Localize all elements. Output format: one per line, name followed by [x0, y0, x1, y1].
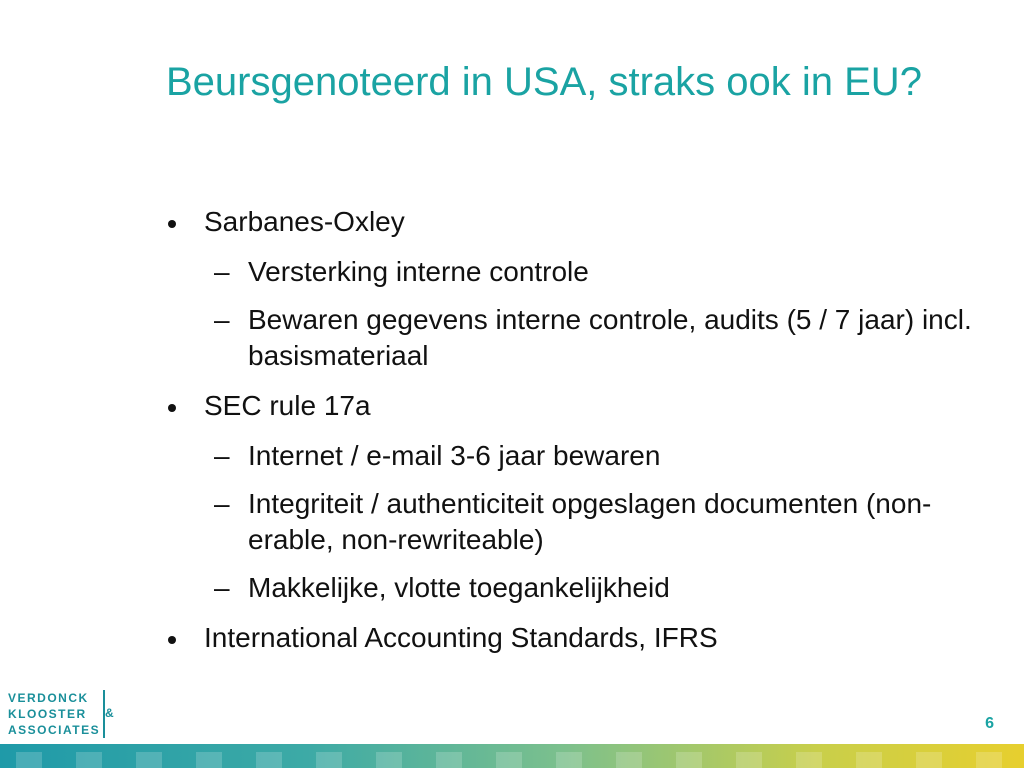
- dash-icon: –: [214, 488, 230, 519]
- bullet-item: [164, 204, 1004, 374]
- company-logo: [8, 690, 128, 742]
- sub-bullet-text: Bewaren gegevens interne controle, audits (5 / 7 jaar) incl. basismateriaal: [248, 304, 972, 371]
- footer-block: [256, 752, 282, 768]
- bullet-text: SEC rule 17a: [204, 390, 371, 421]
- footer-block: [796, 752, 822, 768]
- sub-bullet-text: Internet / e-mail 3-6 jaar bewaren: [248, 440, 661, 471]
- sub-bullet-list: [204, 254, 1004, 374]
- footer-block: [856, 752, 882, 768]
- footer-block: [736, 752, 762, 768]
- sub-bullet-text: Integriteit / authenticiteit opgeslagen documenten (non-erable, non-rewriteable): [248, 488, 932, 555]
- footer-block: [16, 752, 42, 768]
- sub-bullet-item: [204, 302, 1004, 374]
- bullet-text: Sarbanes-Oxley: [204, 206, 405, 237]
- slide-title: Beursgenoteerd in USA, straks ook in EU?: [166, 60, 922, 104]
- footer-block: [316, 752, 342, 768]
- footer-block: [616, 752, 642, 768]
- logo-line-2: KLOOSTER: [8, 707, 87, 721]
- sub-bullet-item: [204, 486, 1004, 558]
- footer-block: [136, 752, 162, 768]
- bullet-dot-icon: [168, 636, 176, 644]
- footer-block: [916, 752, 942, 768]
- footer-block: [196, 752, 222, 768]
- bullet-dot-icon: [168, 404, 176, 412]
- dash-icon: –: [214, 304, 230, 335]
- sub-bullet-text: Makkelijke, vlotte toegankelijkheid: [248, 572, 670, 603]
- footer-block: [676, 752, 702, 768]
- footer-block: [76, 752, 102, 768]
- footer-block: [496, 752, 522, 768]
- sub-bullet-list: [204, 438, 1004, 606]
- bullet-item: [164, 388, 1004, 606]
- logo-ampersand: &: [105, 706, 114, 720]
- bullet-list: [164, 204, 1004, 670]
- logo-line-1: VERDONCK: [8, 691, 89, 705]
- dash-icon: –: [214, 572, 230, 603]
- sub-bullet-item: [204, 438, 1004, 474]
- footer-block: [556, 752, 582, 768]
- page-number: 6: [985, 715, 994, 732]
- bullet-text: International Accounting Standards, IFRS: [204, 622, 718, 653]
- logo-line-3: ASSOCIATES: [8, 723, 101, 737]
- bullet-item: [164, 620, 1004, 656]
- footer-block: [376, 752, 402, 768]
- footer-band: [0, 744, 1024, 768]
- sub-bullet-item: [204, 570, 1004, 606]
- footer-block: [436, 752, 462, 768]
- dash-icon: –: [214, 256, 230, 287]
- footer-block: [976, 752, 1002, 768]
- sub-bullet-text: Versterking interne controle: [248, 256, 589, 287]
- dash-icon: –: [214, 440, 230, 471]
- sub-bullet-item: [204, 254, 1004, 290]
- bullet-dot-icon: [168, 220, 176, 228]
